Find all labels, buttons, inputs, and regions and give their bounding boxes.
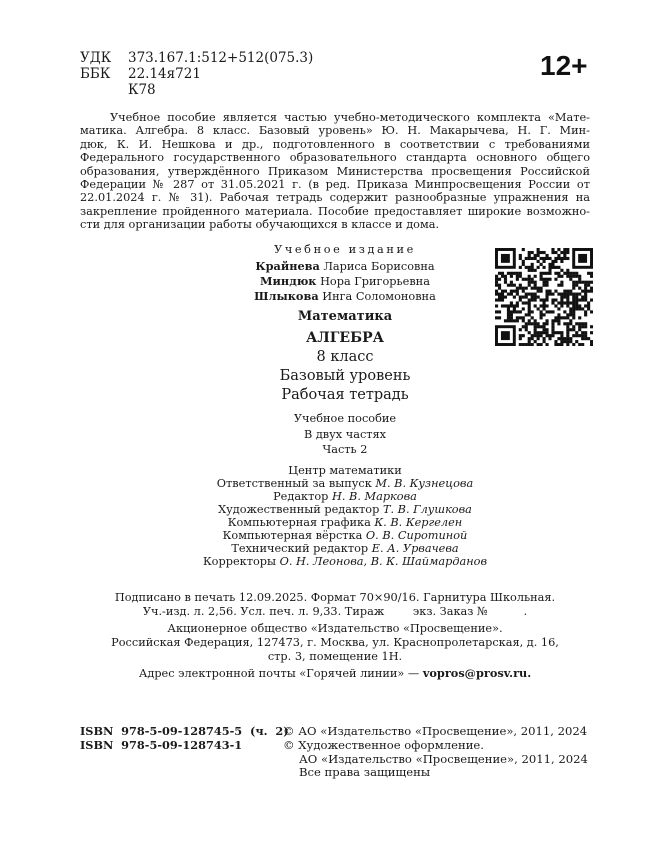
credit-person: Н. В. Маркова <box>332 490 417 503</box>
annotation <box>80 111 590 232</box>
author-name: Нора Григорьевна <box>320 275 430 288</box>
author-surname: Миндюк <box>260 274 317 288</box>
annotation-line: закрепление пройденного материала. Пособие предоставляет широкие возможно- <box>80 204 590 218</box>
book-type: Рабочая тетрадь <box>281 387 409 403</box>
credit-person: М. В. Кузнецова <box>375 477 474 490</box>
author-sign: К78 <box>128 82 156 98</box>
annotation-line: Федерального государственного образовательного стандарта основного общего <box>80 151 590 165</box>
credit-line <box>130 516 560 529</box>
credit-person: Е. А. Урвачева <box>371 542 459 555</box>
age-rating: 12+ <box>540 50 588 81</box>
annotation-line: 22.01.2024 г. № 31). Рабочая тетрадь содержит разнообразные упражнения на <box>80 191 590 205</box>
email-label: Адрес электронной почты «Горячей линии» — <box>138 667 420 680</box>
author-name: Лариса Борисовна <box>323 260 435 273</box>
annotation-line: Учебное пособие является частью учебно-методического комплекта «Мате- <box>110 111 590 124</box>
credit-role: Редактор <box>273 490 329 503</box>
copyright-1: © АО «Издательство «Просвещение», 2011, 2024 <box>283 724 588 738</box>
book-format: Учебное пособие <box>293 412 397 425</box>
credit-role: Компьютерная графика <box>227 516 371 529</box>
credit-person: К. В. Кергелен <box>374 516 463 529</box>
print-info-2: Уч.-изд. л. 2,56. Усл. печ. л. 9,33. Тираж экз. Заказ № . <box>142 605 528 618</box>
annotation-line: Федерации № 287 от 31.05.2021 г. (в ред. Приказа Минпросвещения России от <box>80 178 590 192</box>
copyright-3: АО «Издательство «Просвещение», 2011, 2024 <box>299 752 588 766</box>
udk-label: УДК <box>80 50 112 66</box>
print-info-1: Подписано в печать 12.09.2025. Формат 70×90/16. Гарнитура Школьная. <box>114 591 556 604</box>
email-link[interactable]: vopros@prosv.ru. <box>422 666 532 680</box>
credit-person: О. Н. Леонова, В. К. Шаймарданов <box>279 555 488 568</box>
author-name: Инга Соломоновна <box>322 290 436 303</box>
hotline <box>80 666 590 680</box>
bbk-label: ББК <box>80 66 111 82</box>
author-surname: Крайнева <box>255 259 320 273</box>
author-surname: Шлыкова <box>254 289 319 303</box>
annotation-line: матика. Алгебра. 8 класс. Базовый уровень» Ю. Н. Макарычева, Н. Г. Мин- <box>80 124 590 138</box>
credit-role: Корректоры <box>202 555 276 568</box>
credit-line <box>130 555 560 568</box>
credit-line <box>130 503 560 516</box>
annotation-line: дюк, К. И. Нешкова и др., подготовленного в соответствии с требованиями <box>80 137 590 151</box>
credit-person: Т. В. Глушкова <box>382 503 472 516</box>
credit-line <box>130 529 560 542</box>
address-1: Российская Федерация, 127473, г. Москва, ул. Краснопролетарская, д. 16, <box>111 636 559 649</box>
isbn-2: ISBN 978-5-09-128743-1 <box>80 738 243 752</box>
annotation-line: сти для организации работы обучающихся в классе и дома. <box>80 218 440 232</box>
editorial-center: Центр математики <box>288 464 402 477</box>
qr-finder <box>501 331 510 340</box>
copyright-2: © Художественное оформление. <box>283 738 484 752</box>
publisher: Акционерное общество «Издательство «Просвещение». <box>167 622 503 635</box>
edition-type: Учебное издание <box>274 243 416 256</box>
qr-code <box>495 248 593 346</box>
bbk-value: 22.14я721 <box>128 66 201 82</box>
grade: 8 класс <box>316 349 374 365</box>
credit-line <box>130 542 560 555</box>
credit-role: Технический редактор <box>231 542 369 555</box>
annotation-line: образования, утверждённого Приказом Министерства просвещения Российской <box>80 164 590 178</box>
subject-title: Математика <box>297 309 393 324</box>
level: Базовый уровень <box>279 368 411 384</box>
rights-reserved: Все права защищены <box>299 765 431 779</box>
main-title: АЛГЕБРА <box>305 330 384 346</box>
qr-finder <box>501 254 510 263</box>
credit-line <box>130 490 560 503</box>
book-part: Часть 2 <box>322 443 368 456</box>
qr-finder <box>578 254 587 263</box>
isbn-1: ISBN 978-5-09-128745-5 (ч. 2) <box>80 724 289 738</box>
credit-role: Художественный редактор <box>218 503 380 516</box>
credit-role: Ответственный за выпуск <box>216 477 372 490</box>
credit-role: Компьютерная вёрстка <box>222 529 363 542</box>
address-2: стр. 3, помещение 1Н. <box>267 650 403 663</box>
credit-person: О. В. Сиротиной <box>365 529 468 542</box>
book-parts: В двух частях <box>303 428 387 441</box>
udk-value: 373.167.1:512+512(075.3) <box>128 50 314 66</box>
credit-line <box>130 477 560 490</box>
